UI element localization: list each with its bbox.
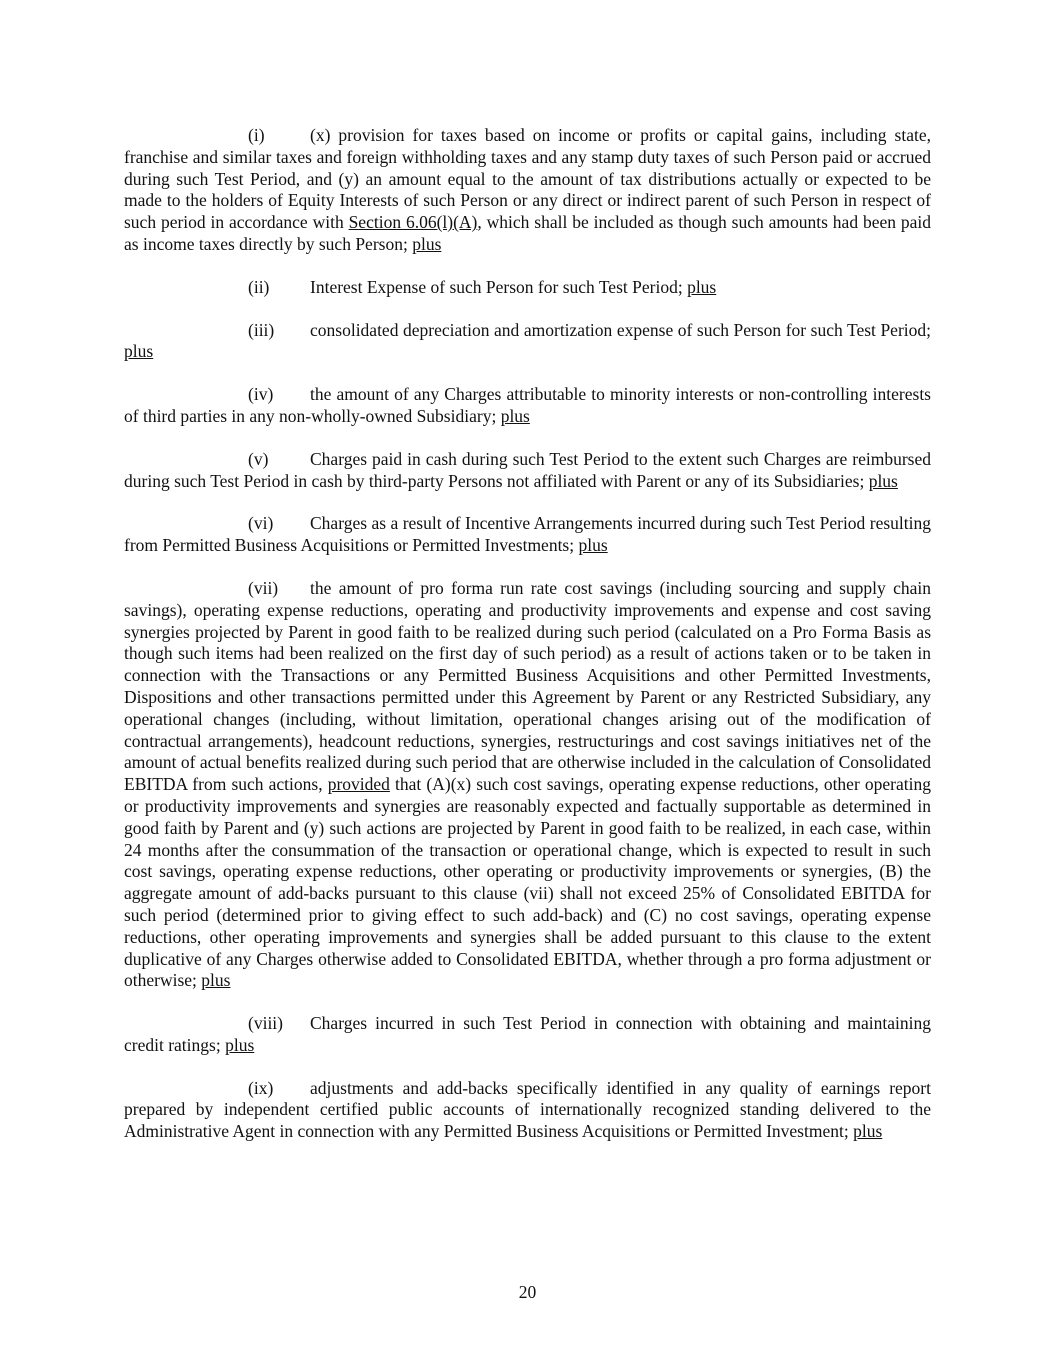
clause-ii xyxy=(124,277,931,299)
clause-number: (v) xyxy=(248,448,269,469)
plus-term: plus xyxy=(500,405,530,426)
clause-v xyxy=(124,449,931,493)
clause-text: Interest Expense of such Person for such Test Period; xyxy=(310,276,688,297)
plus-term: plus xyxy=(124,341,154,362)
clause-number: (i) xyxy=(248,125,265,145)
clause-iii xyxy=(124,320,931,364)
plus-term: plus xyxy=(687,276,717,297)
clause-number: (iv) xyxy=(248,384,274,405)
provided-term: provided xyxy=(327,774,390,795)
clause-text: , which shall be included as though such amounts had been paid as income taxes directly by such Person; xyxy=(124,212,931,254)
clause-number: (vii) xyxy=(248,577,279,598)
section-reference: Section 6.06(l)(A) xyxy=(348,212,478,233)
clause-number: (vi) xyxy=(248,513,274,534)
document-body xyxy=(124,125,931,1164)
clause-text: consolidated depreciation and amortization expense of such Person for such Test Period; xyxy=(310,319,931,340)
clause-text: Charges as a result of Incentive Arrangements incurred during such Test Period resulting from Permitted Business Acquisitions or Permitted Investments; xyxy=(124,513,931,556)
clause-number: (viii) xyxy=(248,1013,283,1034)
clause-number: (ix) xyxy=(248,1077,274,1098)
clause-iv xyxy=(124,384,931,428)
clause-text: that (A)(x) such cost savings, operating expense reductions, other operating or productivity improvements and synergies are reasonably expected and factually supportable as determined in good faith by Parent and (y) such actions are projected by Parent in good faith to be realized, in each case, within 24 months after the consummation of the transaction or operational change, which is expected to result in such cost savings, operating expense reductions, other operating or productivity improvements or synergies, (B) the aggregate amount of add-backs pursuant to this clause (vii) shall not exceed 25% of Consolidated EBITDA for such period (determined prior to giving effect to such add-back) and (C) no cost savings, operating expense reductions, other operating improvements and synergies shall be added pursuant to this clause to the extent duplicative of any Charges otherwise added to Consolidated EBITDA, whether through a pro forma adjustment or otherwise; xyxy=(124,774,931,991)
clause-number: (iii) xyxy=(248,319,275,340)
clause-text: the amount of any Charges attributable to minority interests or non-controlling interests of third parties in any non-wholly-owned Subsidiary; xyxy=(124,384,931,426)
clause-vi xyxy=(124,513,931,557)
page-number: 20 xyxy=(518,1282,537,1302)
clause-ix xyxy=(124,1078,931,1143)
plus-term: plus xyxy=(578,535,608,556)
clause-number: (ii) xyxy=(248,276,270,297)
clause-viii xyxy=(124,1013,931,1057)
clause-vii xyxy=(124,578,931,992)
plus-term: plus xyxy=(412,233,442,254)
clause-text: Charges paid in cash during such Test Period to the extent such Charges are reimbursed during such Test Period in cash by third-party Persons not affiliated with Parent or any of its Subsidiaries; xyxy=(124,448,931,491)
clause-text: (x) provision for taxes based on income or profits or capital gains, including state, franchise and similar taxes and foreign withholding taxes and any stamp duty taxes of such Person paid or accrued during such Test Period, and (y) an amount equal to the amount of tax distributions actually or expected to be made to the holders of Equity Interests of such Person or any direct or indirect parent of such Person in respect of such period in accordance with xyxy=(124,125,931,233)
plus-term: plus xyxy=(201,970,231,991)
clause-text: adjustments and add-backs specifically identified in any quality of earnings report prepared by independent certified public accounts of internationally recognized standing delivered to the Administrative Agent in connection with any Permitted Business Acquisitions or Permitted Investment; xyxy=(124,1077,931,1142)
plus-term: plus xyxy=(225,1034,255,1055)
plus-term: plus xyxy=(853,1121,883,1142)
clause-text: Charges incurred in such Test Period in connection with obtaining and maintaining credit ratings; xyxy=(124,1013,931,1055)
plus-term: plus xyxy=(868,470,898,491)
clause-text: the amount of pro forma run rate cost savings (including sourcing and supply chain savings), operating expense reductions, operating and productivity improvements and expense and cost saving synergies projected by Parent in good faith to be realized during such period (calculated on a Pro Forma Basis as though such items had been realized on the first day of such period) as a result of actions taken or to be taken in connection with the Transactions or any Permitted Business Acquisitions and other Permitted Investments, Dispositions and other transactions permitted under this Agreement by Parent or any Restricted Subsidiary, any operational changes (including, without limitation, operational changes arising out of the modification of contractual arrangements), headcount reductions, synergies, restructurings and cost savings initiatives net of the amount of actual benefits realized during such period that are otherwise included in the calculation of Consolidated EBITDA from such actions, xyxy=(124,577,931,795)
clause-i xyxy=(124,125,931,256)
